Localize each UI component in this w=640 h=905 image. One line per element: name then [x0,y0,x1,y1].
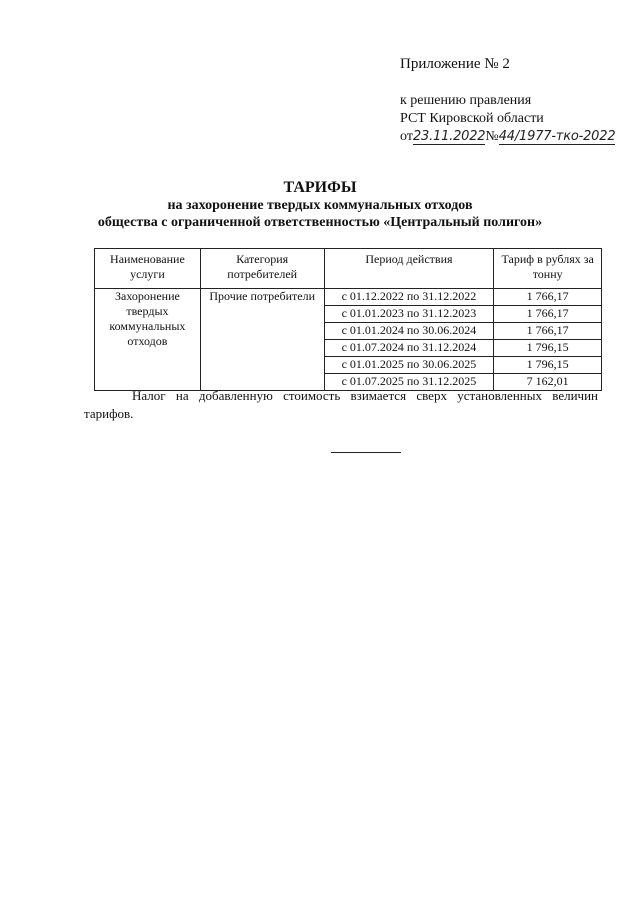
period-cell: с 01.07.2024 по 31.12.2024 [324,340,494,357]
tariff-table [94,248,602,391]
period-cell: с 01.01.2025 по 30.06.2025 [324,357,494,374]
period-cell: с 01.01.2023 по 31.12.2023 [324,306,494,323]
title-organization: общества с ограниченной ответственностью «Центральный полигон» [97,215,543,230]
decision-line: к решению правления [400,93,532,108]
tariff-cell: 1 796,15 [494,357,602,374]
authority-line: РСТ Кировской области [400,111,544,126]
tariff-cell: 1 766,17 [494,323,602,340]
date-prefix: от [400,129,413,144]
header-category: Категория потребителей [200,249,324,289]
tariff-cell: 1 766,17 [494,289,602,306]
tariff-cell: 1 766,17 [494,306,602,323]
period-cell: с 01.07.2025 по 31.12.2025 [324,374,494,391]
period-cell: с 01.12.2022 по 31.12.2022 [324,289,494,306]
handwritten-number: 44/1977-тко-2022 [498,129,616,144]
annex-number: Приложение № 2 [400,56,510,72]
header-tariff: Тариф в рублях за тонну [494,249,602,289]
header-period: Период действия [324,249,494,289]
table-row [95,289,602,306]
tariff-cell: 1 796,15 [494,340,602,357]
tariff-cell: 7 162,01 [494,374,602,391]
handwritten-date: 23.11.2022 [412,129,486,144]
period-cell: с 01.01.2024 по 30.06.2024 [324,323,494,340]
table-header-row [95,249,602,289]
document-title: ТАРИФЫ [283,179,357,196]
header-service: Наименование услуги [95,249,201,289]
date-number-line [400,129,615,145]
consumer-category-cell: Прочие потребители [200,289,324,391]
title-subject: на захоронение твердых коммунальных отходов [167,198,473,213]
closing-rule [331,452,401,453]
vat-note: Налог на добавленную стоимость взимается сверх установленных величин тарифов. [84,388,598,421]
number-prefix: № [485,129,499,144]
service-name-cell: Захоронение твердых коммунальных отходов [95,289,201,391]
